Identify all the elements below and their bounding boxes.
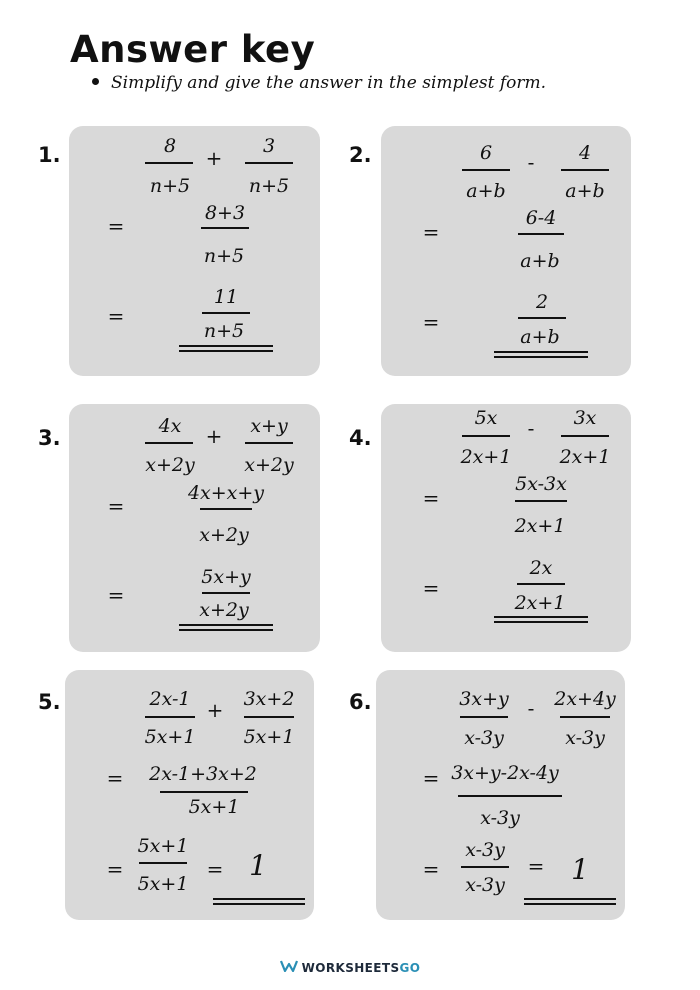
problem-5-number: 5. <box>38 690 61 714</box>
frac1-denominator: 2x+1 <box>460 446 512 468</box>
fraction-bar <box>145 162 193 164</box>
frac2-denominator: x-3y <box>565 727 605 749</box>
equals-sign: = <box>422 310 440 334</box>
frac2-denominator: 2x+1 <box>559 446 611 468</box>
step1-numerator: 8+3 <box>204 202 246 224</box>
double-underline <box>524 898 616 905</box>
frac1-numerator: 4x <box>158 415 182 437</box>
fraction-bar <box>460 716 508 718</box>
step2-numerator: 5x+y <box>201 566 251 588</box>
equals-sign: = <box>107 494 125 518</box>
operator: + <box>206 698 224 722</box>
equals-sign: = <box>107 214 125 238</box>
fraction-bar <box>518 233 564 235</box>
operator: + <box>205 424 223 448</box>
frac1-denominator: n+5 <box>149 175 191 197</box>
step1-numerator: 2x-1+3x+2 <box>149 763 257 785</box>
step1-denominator: 2x+1 <box>514 515 566 537</box>
frac1-numerator: 3x+y <box>459 688 509 710</box>
fraction-bar <box>458 795 562 797</box>
fraction-bar <box>145 716 195 718</box>
step2-numerator: 2 <box>535 291 549 313</box>
fraction-bar <box>245 442 293 444</box>
problem-1-card <box>69 126 320 376</box>
problem-2-card <box>381 126 631 376</box>
frac2-numerator: 3 <box>262 135 276 157</box>
step1-numerator: 5x-3x <box>515 473 567 495</box>
equals-sign: = <box>422 766 440 790</box>
double-underline <box>213 898 305 905</box>
frac2-numerator: 4 <box>578 142 592 164</box>
problem-3-number: 3. <box>38 426 61 450</box>
frac1-denominator: a+b <box>466 180 506 202</box>
equals-sign: = <box>422 576 440 600</box>
step1-numerator: 3x+y-2x-4y <box>451 762 559 784</box>
fraction-bar <box>244 716 294 718</box>
step1-denominator: x+2y <box>199 524 249 546</box>
frac1-denominator: x+2y <box>145 454 195 476</box>
step1-numerator: 4x+x+y <box>187 482 265 504</box>
equals-sign: = <box>106 766 124 790</box>
fraction-bar <box>202 312 250 314</box>
fraction-bar <box>560 716 610 718</box>
fraction-bar <box>561 169 609 171</box>
problem-4-number: 4. <box>349 426 372 450</box>
step2-numerator: 11 <box>213 286 239 308</box>
frac1-numerator: 8 <box>163 135 177 157</box>
footer-brand <box>0 961 700 976</box>
double-underline <box>179 624 273 631</box>
page-title: Answer key <box>70 28 316 71</box>
fraction-bar <box>515 500 567 502</box>
step2-denominator: n+5 <box>203 320 245 342</box>
step2-denominator: 2x+1 <box>514 592 566 614</box>
problem-1-number: 1. <box>38 143 61 167</box>
equals-sign: = <box>422 220 440 244</box>
equals-sign: = <box>107 583 125 607</box>
operator: - <box>527 416 535 440</box>
step1-denominator: a+b <box>520 250 560 272</box>
equals-sign: = <box>206 857 224 881</box>
instruction-text: Simplify and give the answer in the simplest form. <box>111 73 547 93</box>
operator: - <box>527 150 535 174</box>
frac2-denominator: n+5 <box>248 175 290 197</box>
frac1-denominator: 5x+1 <box>144 726 196 748</box>
fraction-bar <box>202 592 250 594</box>
fraction-bar <box>245 162 293 164</box>
step2-numerator: 2x <box>529 557 553 579</box>
step2-denominator: x+2y <box>199 599 249 621</box>
step1-denominator: x-3y <box>480 807 520 829</box>
operator: - <box>527 696 535 720</box>
problem-4-card <box>381 404 631 652</box>
fraction-bar <box>561 435 609 437</box>
problem-6-number: 6. <box>349 690 372 714</box>
frac1-denominator: x-3y <box>464 727 504 749</box>
double-underline <box>494 351 588 358</box>
equals-sign: = <box>527 854 545 878</box>
fraction-bar <box>462 435 510 437</box>
fraction-bar <box>201 227 249 229</box>
step1-numerator: 6-4 <box>525 207 557 229</box>
fraction-bar <box>139 862 187 864</box>
fraction-bar <box>461 866 509 868</box>
step2-denominator: x-3y <box>465 874 505 896</box>
problem-5-card <box>65 670 314 920</box>
frac2-numerator: 3x <box>573 407 597 429</box>
frac2-numerator: x+y <box>250 415 288 437</box>
step2-denominator: a+b <box>520 326 560 348</box>
worksheetsgo-logo-icon <box>280 960 298 975</box>
footer-word-go: GO <box>399 961 421 975</box>
step1-denominator: 5x+1 <box>188 796 240 818</box>
fraction-bar <box>517 583 565 585</box>
frac2-numerator: 2x+4y <box>554 688 616 710</box>
fraction-bar <box>160 791 248 793</box>
instruction <box>92 73 546 93</box>
frac1-numerator: 5x <box>474 407 498 429</box>
bullet-icon <box>92 78 99 85</box>
problem-3-card <box>69 404 320 652</box>
result-value: 1 <box>571 853 589 886</box>
problem-2-number: 2. <box>349 143 372 167</box>
operator: + <box>205 146 223 170</box>
fraction-bar <box>145 442 193 444</box>
frac2-denominator: x+2y <box>244 454 294 476</box>
equals-sign: = <box>107 304 125 328</box>
double-underline <box>494 616 588 623</box>
fraction-bar <box>518 317 566 319</box>
equals-sign: = <box>422 486 440 510</box>
fraction-bar <box>462 169 510 171</box>
equals-sign: = <box>422 857 440 881</box>
step2-numerator: x-3y <box>465 839 505 861</box>
frac2-denominator: 5x+1 <box>243 726 295 748</box>
equals-sign: = <box>106 857 124 881</box>
frac1-numerator: 6 <box>479 142 493 164</box>
step2-denominator: 5x+1 <box>137 873 189 895</box>
frac2-numerator: 3x+2 <box>243 688 295 710</box>
frac2-denominator: a+b <box>565 180 605 202</box>
problem-6-card <box>376 670 625 920</box>
step2-numerator: 5x+1 <box>137 835 189 857</box>
result-value: 1 <box>249 849 267 882</box>
double-underline <box>179 345 273 352</box>
fraction-bar <box>200 508 252 510</box>
step1-denominator: n+5 <box>203 245 245 267</box>
frac1-numerator: 2x-1 <box>149 688 191 710</box>
footer-word-worksheets: WORKSHEETS <box>301 961 400 975</box>
